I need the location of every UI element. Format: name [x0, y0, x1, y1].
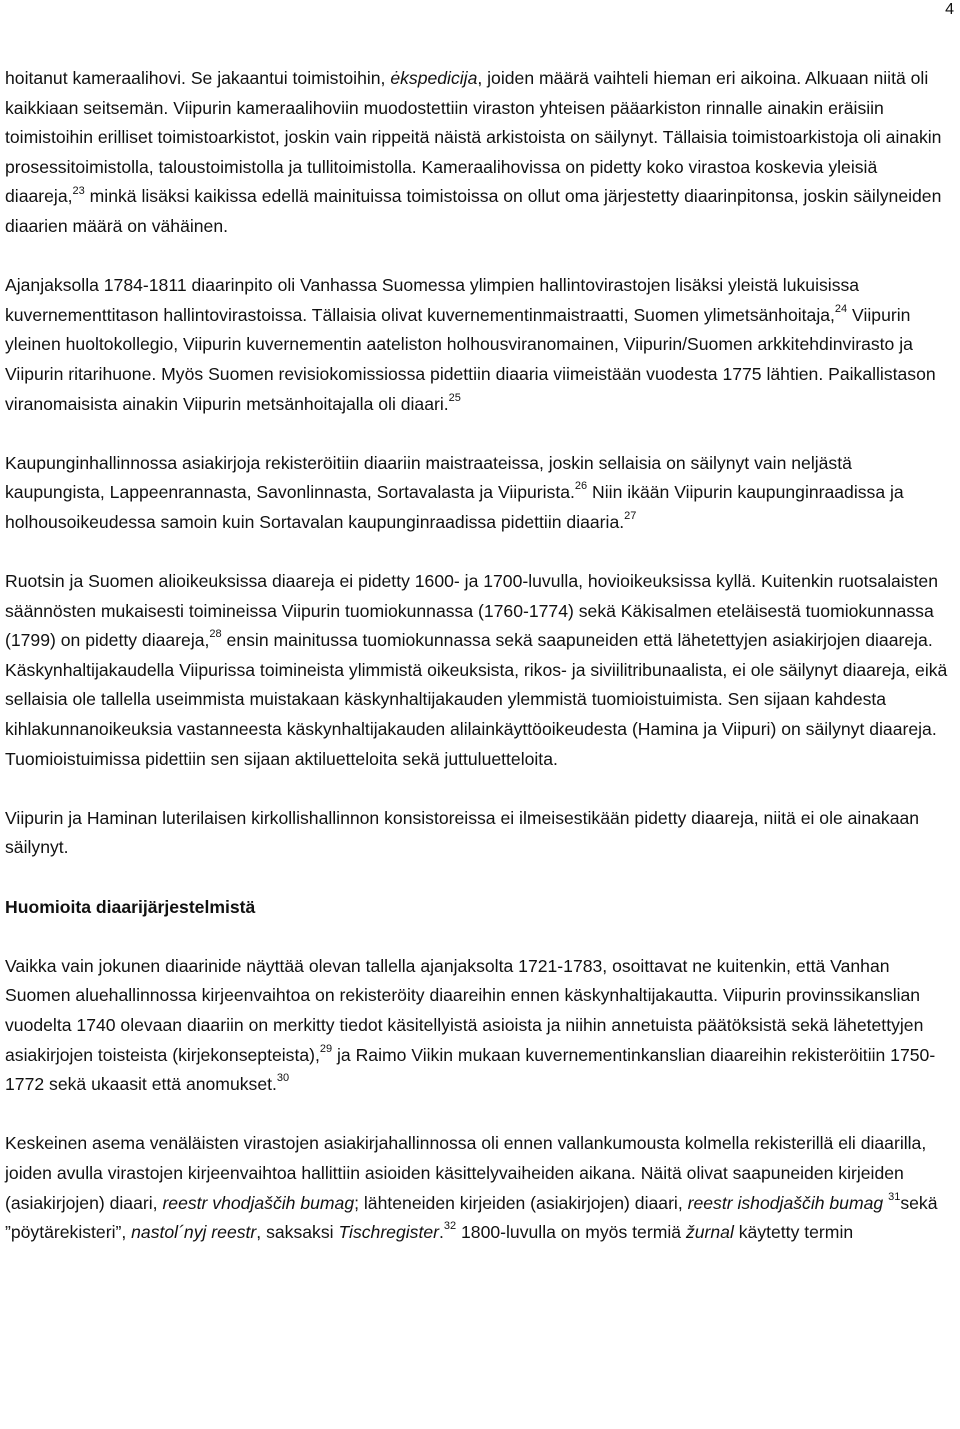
- footnote-ref: 31: [888, 1190, 901, 1203]
- footnote-ref: 29: [319, 1042, 333, 1055]
- text-run: Kaupunginhallinnossa asiakirjoja rekisteröitiin diaariin maistraateissa, joskin sellaisia on säilynyt vain neljästä kaupungista, Lappeenrannasta, Savonlinnasta, Sortavalasta ja Viipurista.: [5, 452, 852, 503]
- text-run: Viipurin ja Haminan luterilaisen kirkollishallinnon konsistoreissa ei ilmeisestikään pidetty diaareja, niitä ei ole ainakaan säilynyt.: [5, 807, 920, 858]
- text-run: Viipurin yleinen huoltokollegio, Viipurin kuvernementin aateliston holhousviranomainen, Viipurin/Suomen arkkitehdinvirasto ja Viipurin ritarihuone. Myös Suomen revisiokomissiossa pidettiin diaaria viimeistään vuodesta 1775 lähtien. Paikallistason viranomaisista ainakin Viipurin metsänhoitajalla oli diaari.: [5, 304, 936, 414]
- text-run: ja Raimo Viikin mukaan kuvernementinkanslian diaareihin rekisteröitiin 1750-1772 sekä ukaasit että anomukset.: [5, 1044, 936, 1095]
- paragraph: [5, 1129, 953, 1247]
- footnote-ref: 26: [574, 480, 588, 493]
- text-run: , joiden määrä vaihteli hieman eri aikoina. Alkuaan niitä oli kaikkiaan seitsemän. Viipurin kameraalihoviin muodostettiin viraston yhteisen pääarkiston rinnalle ainakin eräisiin toimistoihin erilliset toimistoarkistot, joskin vain rippeitä näistä arkistoista on säilynyt. Tällaisia toimistoarkistoja oli ainakin prosessitoimistolla, taloustoimistolla ja tullitoimistolla. Kameraalihovissa on pidetty koko virastoa koskevia yleisiä diaareja,: [5, 68, 942, 207]
- footnote-ref: 24: [834, 302, 848, 315]
- text-run: hoitanut kameraalihovi. Se jakaantui toimistoihin,: [5, 68, 391, 88]
- text-run: Niin ikään Viipurin kaupunginraadissa ja holhousoikeudessa samoin kuin Sortavalan kaupunginraadissa pidettiin diaaria.: [5, 482, 904, 532]
- paragraph: [5, 64, 953, 242]
- section-heading: Huomioita diaarijärjestelmistä: [5, 896, 256, 917]
- paragraph: [5, 804, 953, 863]
- text-run: Ruotsin ja Suomen alioikeuksissa diaareja ei pidetty 1600- ja 1700-luvulla, hovioikeuksissa kyllä. Kuitenkin ruotsalaisten säännösten mukaisesti toimineissa Viipurin tuomiokunnassa (1760-1774) sekä Käkisalmen eteläisestä tuomiokunnassa (1799) on pidetty diaareja,: [5, 571, 938, 651]
- italic-term: reestr vhodjaščih bumag: [162, 1192, 355, 1213]
- text-run: Keskeinen asema venäläisten virastojen asiakirjahallinnossa oli ennen vallankumousta kolmella rekisterillä eli diaarilla, joiden avulla virastojen kirjeenvaihtoa hallittiin asioiden käsittelyvaiheiden aikana. Näitä olivat saapuneiden kirjeiden (asiakirjojen) diaari,: [5, 1133, 927, 1213]
- footnote-ref: 30: [276, 1072, 290, 1085]
- text-run: ; lähteneiden kirjeiden (asiakirjojen) diaari,: [354, 1192, 688, 1213]
- page-number: 4: [945, 1, 954, 18]
- text-run: käytetty termin: [733, 1222, 854, 1243]
- paragraph: [5, 449, 953, 538]
- italic-term: žurnal: [685, 1222, 734, 1243]
- text-run: sekä ”pöytärekisteri”,: [5, 1192, 938, 1243]
- paragraph: [5, 952, 953, 1100]
- text-run: 1800-luvulla on myös termiä: [456, 1222, 686, 1243]
- text-run: , saksaksi: [256, 1222, 339, 1243]
- italic-term: ėkspedicija: [390, 68, 478, 88]
- text-run: Ajanjaksolla 1784-1811 diaarinpito oli Vanhassa Suomessa ylimpien hallintovirastojen lisäksi yleistä lukuisissa kuvernementtitason hallintovirastoissa. Tällaisia olivat kuvernementinmaistraatti, Suomen ylimetsänhoitaja,: [5, 275, 860, 325]
- text-run: minkä lisäksi kaikissa edellä mainituissa toimistoissa on ollut oma järjestetty diaarinpitonsa, joskin säilyneiden diaarien määrä on vähäinen.: [5, 186, 942, 236]
- document-body: [5, 64, 953, 1248]
- text-run: .: [438, 1222, 444, 1243]
- paragraphs-after: [5, 952, 953, 1248]
- paragraph: [5, 567, 953, 774]
- text-run: ensin mainitussa tuomiokunnassa sekä saapuneiden että lähetettyjen asiakirjojen diaareja. Käskynhaltijakaudella Viipurissa toimineista ylimmistä oikeuksista, rikos- ja siviilitribunaalista, ei ole säilynyt diaareja, eikä sellaisia ole tallella useimmista muistakaan käskynhaltijakauden ylemmistä tuomioistuimista. Sen sijaan kahdesta kihlakunnanoikeuksia vastanneesta käskynhaltijakauden alilainkäyttöoikeudesta (Hamina ja Viipuri) on säilynyt diaareja. Tuomioistuimissa pidettiin sen sijaan aktiluetteloita sekä juttuluetteloita.: [5, 630, 948, 769]
- paragraphs-before: [5, 64, 953, 863]
- italic-term: reestr ishodjaščih bumag: [687, 1192, 884, 1213]
- footnote-ref: 32: [443, 1220, 457, 1233]
- footnote-ref: 27: [624, 510, 637, 523]
- footnote-ref: 25: [448, 391, 461, 404]
- paragraph: [5, 271, 953, 419]
- italic-term: nastol´nyj reestr: [131, 1222, 257, 1243]
- footnote-ref: 28: [209, 628, 222, 641]
- italic-term: Tischregister: [338, 1222, 439, 1243]
- text-run: Vaikka vain jokunen diaarinide näyttää olevan tallella ajanjaksolta 1721-1783, osoittavat ne kuitenkin, että Vanhan Suomen aluehallinnossa kirjeenvaihtoa on rekisteröity diaareihin ennen käskynhaltijakautta. Viipurin provinssikanslian vuodelta 1740 olevaan diaariin on merkitty tiedot käsitellyistä asioista ja niihin annetuista päätöksistä sekä lähetettyjen asiakirjojen toisteista (kirjekonsepteista),: [5, 955, 924, 1065]
- footnote-ref: 23: [72, 184, 85, 197]
